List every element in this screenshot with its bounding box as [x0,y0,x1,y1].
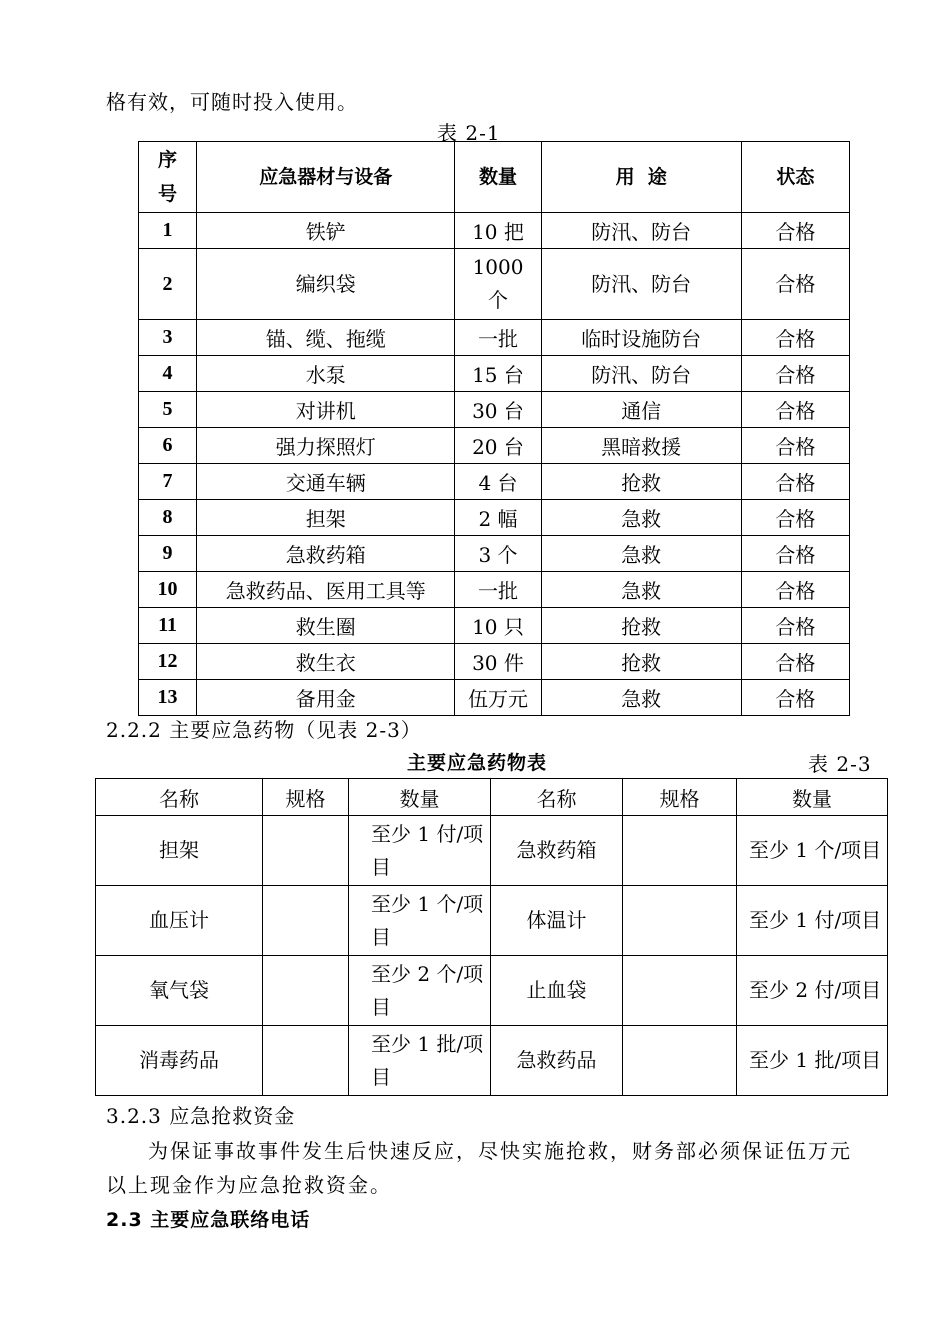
cell-equipment: 备用金 [197,680,455,716]
cell-quantity: 20 台 [455,428,541,464]
cell-status: 合格 [741,249,849,320]
cell-quantity: 30 件 [455,644,541,680]
cell-quantity: 至少 1 付/项目 [349,816,491,886]
cell-purpose: 通信 [541,392,741,428]
header-quantity: 数量 [349,779,491,816]
cell-spec [623,956,737,1026]
cell-purpose: 防汛、防台 [541,249,741,320]
cell-seq: 6 [139,428,197,464]
table-row [96,1026,888,1096]
emergency-equipment-table [138,141,850,716]
cell-status: 合格 [741,428,849,464]
cell-spec [263,886,349,956]
header-name: 名称 [491,779,623,816]
cell-purpose: 黑暗救援 [541,428,741,464]
cell-purpose: 临时设施防台 [541,320,741,356]
cell-seq: 7 [139,464,197,500]
cell-name: 消毒药品 [96,1026,263,1096]
header-equipment: 应急器材与设备 [197,142,455,213]
table-header-row [96,779,888,816]
cell-seq: 11 [139,608,197,644]
paragraph-line-1: 为保证事故事件发生后快速反应，尽快实施抢救，财务部必须保证伍万元 [148,1139,852,1163]
cell-purpose: 急救 [541,572,741,608]
cell-quantity: 10 只 [455,608,541,644]
cell-status: 合格 [741,320,849,356]
cell-spec [263,1026,349,1096]
cell-purpose: 抢救 [541,608,741,644]
table-row [139,464,850,500]
cell-quantity: 至少 1 个/项目 [349,886,491,956]
cell-equipment: 急救药品、医用工具等 [197,572,455,608]
cell-purpose: 防汛、防台 [541,356,741,392]
header-seq: 序 号 [139,142,197,213]
section-3-2-3-heading: 3.2.3 应急抢救资金 [106,1104,296,1128]
cell-equipment: 担架 [197,500,455,536]
cell-spec [263,816,349,886]
table-row [139,644,850,680]
table-header-row [139,142,850,213]
cell-quantity: 4 台 [455,464,541,500]
cell-purpose: 急救 [541,680,741,716]
cell-purpose: 急救 [541,500,741,536]
table-row [139,213,850,249]
table-row [139,608,850,644]
cell-name: 止血袋 [491,956,623,1026]
cell-status: 合格 [741,213,849,249]
table-2-3-title: 主要应急药物表 [407,752,548,774]
header-purpose: 用 途 [541,142,741,213]
table-row [96,956,888,1026]
cell-name: 血压计 [96,886,263,956]
cell-seq: 5 [139,392,197,428]
table-row [139,536,850,572]
table-row [139,572,850,608]
cell-equipment: 救生衣 [197,644,455,680]
intro-line: 格有效，可随时投入使用。 [106,90,358,114]
cell-quantity: 至少 1 批/项目 [737,1026,888,1096]
cell-purpose: 防汛、防台 [541,213,741,249]
header-spec: 规格 [263,779,349,816]
table-row [139,249,850,320]
cell-name: 氧气袋 [96,956,263,1026]
cell-purpose: 抢救 [541,644,741,680]
table-row [139,392,850,428]
cell-seq: 4 [139,356,197,392]
header-quantity: 数量 [737,779,888,816]
cell-spec [623,886,737,956]
section-2-2-2-heading: 2.2.2 主要应急药物（见表 2-3） [106,718,422,742]
header-spec: 规格 [623,779,737,816]
table-row [139,320,850,356]
cell-seq: 12 [139,644,197,680]
cell-purpose: 急救 [541,536,741,572]
cell-quantity: 一批 [455,572,541,608]
cell-status: 合格 [741,572,849,608]
cell-quantity: 10 把 [455,213,541,249]
paragraph-line-2: 以上现金作为应急抢救资金。 [106,1173,392,1197]
cell-name: 担架 [96,816,263,886]
cell-equipment: 编织袋 [197,249,455,320]
cell-quantity: 1000 个 [455,249,541,320]
cell-seq: 8 [139,500,197,536]
cell-equipment: 交通车辆 [197,464,455,500]
cell-equipment: 铁铲 [197,213,455,249]
cell-status: 合格 [741,680,849,716]
table-2-1-caption: 表 2-1 [437,121,501,145]
table-row [96,816,888,886]
cell-quantity: 至少 1 个/项目 [737,816,888,886]
cell-quantity: 2 幅 [455,500,541,536]
cell-equipment: 锚、缆、拖缆 [197,320,455,356]
cell-spec [263,956,349,1026]
cell-status: 合格 [741,644,849,680]
cell-equipment: 水泵 [197,356,455,392]
cell-quantity: 30 台 [455,392,541,428]
cell-equipment: 急救药箱 [197,536,455,572]
cell-seq: 13 [139,680,197,716]
cell-spec [623,1026,737,1096]
table-row [139,680,850,716]
cell-name: 体温计 [491,886,623,956]
header-quantity: 数量 [455,142,541,213]
header-name: 名称 [96,779,263,816]
cell-equipment: 对讲机 [197,392,455,428]
cell-purpose: 抢救 [541,464,741,500]
cell-seq: 2 [139,249,197,320]
cell-status: 合格 [741,536,849,572]
cell-seq: 3 [139,320,197,356]
cell-quantity: 3 个 [455,536,541,572]
table-row [139,428,850,464]
cell-quantity: 至少 2 个/项目 [349,956,491,1026]
cell-status: 合格 [741,608,849,644]
cell-quantity: 伍万元 [455,680,541,716]
cell-seq: 9 [139,536,197,572]
cell-name: 急救药品 [491,1026,623,1096]
table-row [96,886,888,956]
header-status: 状态 [741,142,849,213]
cell-status: 合格 [741,500,849,536]
cell-quantity: 一批 [455,320,541,356]
cell-seq: 10 [139,572,197,608]
cell-status: 合格 [741,392,849,428]
section-2-3-heading: 2.3 主要应急联络电话 [106,1209,311,1231]
cell-quantity: 至少 1 批/项目 [349,1026,491,1096]
cell-quantity: 15 台 [455,356,541,392]
table-row [139,500,850,536]
cell-equipment: 救生圈 [197,608,455,644]
cell-status: 合格 [741,356,849,392]
cell-equipment: 强力探照灯 [197,428,455,464]
table-row [139,356,850,392]
cell-status: 合格 [741,464,849,500]
emergency-medicine-table [95,778,888,1096]
cell-name: 急救药箱 [491,816,623,886]
cell-quantity: 至少 2 付/项目 [737,956,888,1026]
table-2-3-caption: 表 2-3 [808,752,872,776]
cell-seq: 1 [139,213,197,249]
cell-quantity: 至少 1 付/项目 [737,886,888,956]
cell-spec [623,816,737,886]
